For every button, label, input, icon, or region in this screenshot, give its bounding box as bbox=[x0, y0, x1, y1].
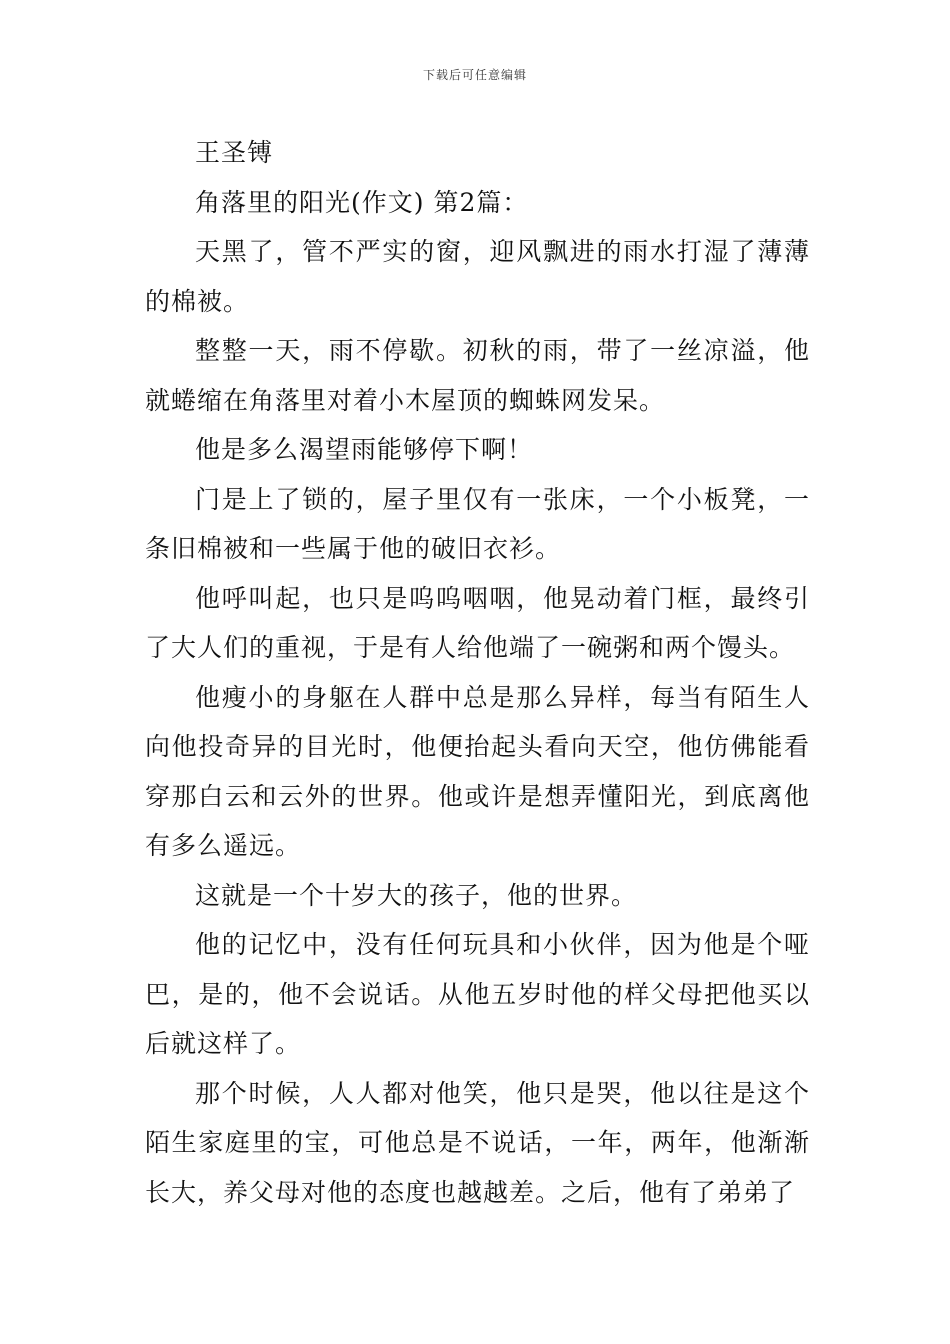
paragraph: 那个时候，人人都对他笑，他只是哭，他以往是这个陌生家庭里的宝，可他总是不说话，一年，两年，他渐渐长大，养父母对他的态度也越越差。之后，他有了弟弟了 bbox=[145, 1078, 810, 1207]
page-header-note: 下载后可任意编辑 bbox=[422, 68, 527, 82]
author-line: 王圣镈 bbox=[195, 138, 274, 167]
paragraph: 他瘦小的身躯在人群中总是那么异样，每当有陌生人向他投奇异的目光时，他便抬起头看向天空，他仿佛能看穿那白云和云外的世界。他或许是想弄懂阳光，到底离他有多么遥远。 bbox=[145, 682, 810, 860]
paragraph: 他呼叫起，也只是呜呜咽咽，他晃动着门框，最终引了大人们的重视，于是有人给他端了一碗粥和两个馒头。 bbox=[145, 583, 810, 662]
document-body bbox=[145, 128, 810, 1217]
paragraph: 天黑了，管不严实的窗，迎风飘进的雨水打湿了薄薄的棉被。 bbox=[145, 237, 810, 316]
paragraph: 他是多么渴望雨能够停下啊！ bbox=[195, 435, 534, 464]
paragraph: 他的记忆中，没有任何玩具和小伙伴，因为他是个哑巴，是的，他不会说话。从他五岁时他的样父母把他买以后就这样了。 bbox=[145, 930, 810, 1058]
paragraph: 门是上了锁的，屋子里仅有一张床，一个小板凳，一条旧棉被和一些属于他的破旧衣衫。 bbox=[145, 484, 810, 563]
title-line: 角落里的阳光(作文) 第2篇： bbox=[195, 187, 529, 217]
paragraph: 这就是一个十岁大的孩子，他的世界。 bbox=[195, 880, 638, 910]
paragraph: 整整一天，雨不停歇。初秋的雨，带了一丝凉溢，他就蜷缩在角落里对着小木屋顶的蜘蛛网发呆。 bbox=[145, 336, 810, 415]
